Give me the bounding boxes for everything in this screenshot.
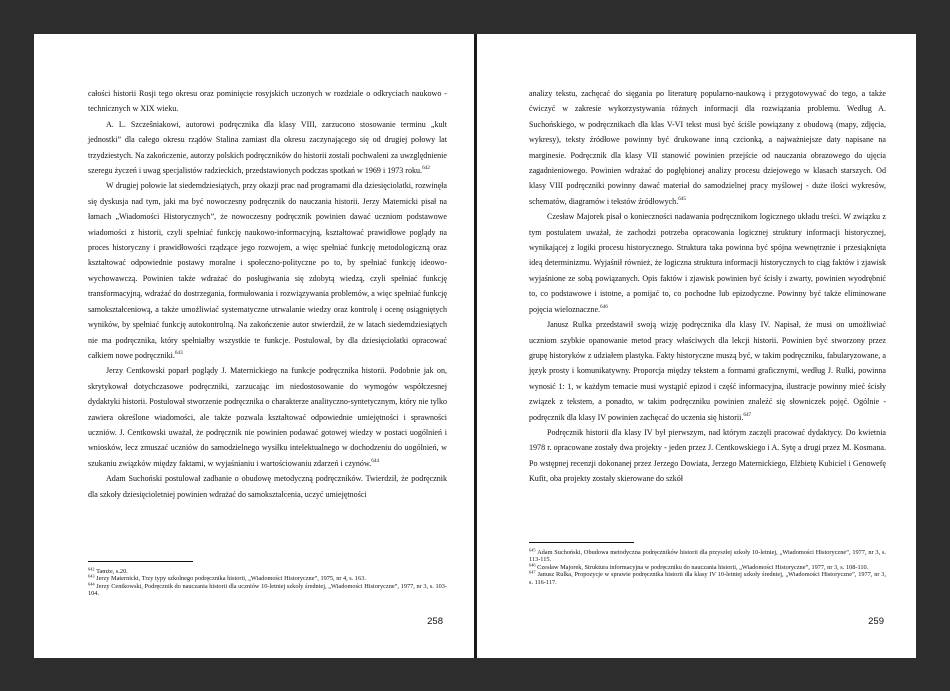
- footnote: $^{643}$ Jerzy Maternicki, Trzy typy szkolnego podręcznika historii, „Wiadomości Historyczne”, 1975, nr 4, s. 163.: [88, 573, 366, 583]
- footnote: $^{644}$ Jerzy Centkowski, Podręcznik do nauczania historii dla uczniów 10-letniej szkoły średniej, „Wiadomości Historyczne”, 1977, nr 3, s. 103-104.: [88, 581, 448, 598]
- paragraph: A. L. Szczeŝniakowi, autorowi podręcznika dla klasy VIII, zarzucono stosowanie terminu „kult jednostki” dla całego okresu rządów Stalina zamiast dla okresu zaczynającego się od drugiej połowy lat trzydziestych. Na zakończenie, autorzy polskich podręczników do historii zostali pochwaleni za uwzględnienie szeregu życzeń i uwag specjalistów radzieckich, przedstawionych podczas spotkań w 1969 i 1973 roku.$^{642}$: [88, 119, 447, 176]
- paragraph: całości historii Rosji tego okresu oraz pominięcie rosyjskich uczonych w rozdziale o odkryciach naukowo - technicznych w XIX wieku.: [88, 89, 447, 114]
- footnote-ref[interactable]: 646: [600, 303, 608, 310]
- footnote-ref[interactable]: 645: [678, 195, 686, 202]
- footnote-ref[interactable]: 647: [743, 411, 752, 418]
- footnote: $^{647}$ Janusz Rulka, Propozycje w sprawie podręcznika historii dla klasy IV 10-letniej szkoły średniej, „Wiadomości Historyczne”, 1977, nr 3, s. 116-117.: [529, 569, 887, 586]
- paragraph: W drugiej połowie lat siedemdziesiątych, przy okazji prac nad programami dla dziesięciolatki, rozwinęła się dyskusja nad tym, jaki ma być nowoczesny podręcznik do nauczania historii. Jerzy Maternicki pisał na łamach „Wiadomości Historycznych”, że nowoczesny podręcznik powinien dawać uczniom podstawowe wiadomości z historii, czyli spełniać funkcję naukowo-informacyjną, kształtować prawidłowe poglądy na proces historyczny i prawidłowości rządzące jego rozwojem, a więc spełniać funkcję metodologiczną oraz kształtować odpowiednie postawy moralne i społeczno-polityczne po to, by spełniać funkcję ideowo-wychowawczą. Powinien także wdrażać do posługiwania się zdobytą wiedzą, czyli spełniać funkcję transformacyjną, wdrażać do dostrzegania, formułowania i rozwiązywania problemów, a więc spełniać funkcję samokształceniową, a także umożliwiać systematyczne utrwalanie wiedzy oraz kontrolę i ocenę osiągniętych wyników, by spełniać funkcję autokontrolną. Na zakończenie autor stwierdził, że w latach siedemdziesiątych nie ma podręcznika, który spełniałby wszystkie te funkcje. Postulował, by dla dziesięciolatki opracować całkiem nowe podręczniki.$^{643}$: [88, 181, 447, 360]
- paragraph: Jerzy Centkowski poparł poglądy J. Maternickiego na funkcje podręcznika historii. Podobnie jak on, skrytykował dotychczasowe podręczniki, zarzucając im niedostosowanie do wymogów współczesnej dydaktyki historii. Postulował stworzenie podręcznika o charakterze analityczno-syntetycznym, który nie tylko zawiera określone wiadomości, ale także pozwala kształtować odpowiednie umiejętności i sprawności uczniów. J. Centkowski uważał, że podręcznik nie powinien podawać gotowej wiedzy w postaci uogólnień i wniosków, lecz zmuszać uczniów do samodzielnego wysiłku intelektualnego w dochodzeniu do uogólnień, w szukaniu związków między faktami, w wyjaśnianiu i wartościowaniu zdarzeń i czynów.$^{644}$: [88, 366, 447, 468]
- paragraph: analizy tekstu, zachęcać do sięgania po literaturę popularno-naukową i przygotowywać do tego, a także ćwiczyć w zakresie wykorzystywania różnych informacji dla rozwiązania problemu. Według A. Suchońskiego, w podręcznikach dla klas V-VI tekst musi być ściśle powiązany z obudową (mapy, zdjęcia, wykresy), teksty źródłowe powinny być drukowane inną czcionką, a najważniejsze daty napisane na marginesie. Podręcznik dla klasy VII stanowić powinien przejście od nauczania obrazowego do ujęcia zagadnieniowego. Powinien wdrażać do pogłębionej analizy procesu dziejowego w klasach starszych. Od klasy VIII podręczniki powinny dawać materiał do samodzielnej pracy myślowej - duże ilości wykresów, schematów, diagramów i tekstów źródłowych.$^{645}$: [529, 89, 886, 206]
- footnotes: [88, 568, 447, 598]
- footnote-ref[interactable]: 643: [174, 349, 183, 356]
- footnote: $^{646}$ Czesław Majorek, Struktura informacyjna w podręczniku do nauczania historii, „Wiadomości Historyczne”, 1977, nr 3, s. 108-110.: [529, 562, 869, 571]
- footnote-ref[interactable]: 642: [422, 165, 430, 172]
- paragraph: Podręcznik historii dla klasy IV był pierwszym, nad którym zaczęli pracować dydaktycy. Do kwietnia 1978 r. opracowane zostały dwa projekty - jeden przez J. Centkowskiego i A. Sytę a drugi przez M. Kosmana. Po wstępnej recenzji dokonanej przez Jerzego Dowiata, Jerzego Maternickiego, Elżbietę Kubiciel i Genowefę Kufit, oba projekty zostały skierowane do szkół: [529, 427, 886, 484]
- footnote-divider: [529, 542, 634, 543]
- footnote-ref[interactable]: 644: [371, 457, 380, 464]
- footnotes: [529, 549, 886, 586]
- footnote: $^{642}$ Tamże, s.20.: [88, 566, 128, 575]
- page-259: [477, 34, 916, 658]
- page-number: 258: [427, 616, 443, 627]
- footnote-divider: [88, 561, 193, 562]
- paragraph: Adam Suchoński postulował zadbanie o obudowę metodyczną podręczników. Twierdził, że podręcznik dla szkoły dziesięcioletniej powinien wdrażać do samokształcenia, uczyć umiejętności: [88, 474, 447, 499]
- paragraph: Janusz Rulka przedstawił swoją wizję podręcznika dla klasy IV. Napisał, że musi on umożliwiać uczniom szybkie opanowanie metod pracy właściwych dla lekcji historii. Powinien być stworzony przez grupę historyków z udziałem plastyka. Fakty historyczne muszą być, w takim podręczniku, fabularyzowane, a język prosty i komunikatywny. Proporcja między tekstem a formami graficznymi, według J. Rulki, powinna wynosić 1: 1, w każdym temacie musi wystąpić epizod i część informacyjna, ilustracje powinny mieć ścisły związek z tekstem, a ponadto, w takim podręczniku powinien znaleźć się słowniczek pojęć. Ogólnie - podręcznik dla klasy IV powinien zachęcać do uczenia się historii.$^{647}$: [529, 320, 886, 422]
- footnote: $^{645}$ Adam Suchoński, Obudowa metodyczna podręczników historii dla przyszłej szkoły 10-letniej, „Wiadomości Historyczne”, 1977, nr 3, s. 113-115.: [529, 547, 886, 564]
- paragraph: Czesław Majorek pisał o konieczności nadawania podręcznikom logicznego układu treści. W związku z tym postulatem uważał, że zachodzi potrzeba opracowania logicznej struktury informacji historycznej, wynikającej z logiki procesu historycznego. Struktura taka powinna być spójna wewnętrznie i przesiąknięta ideą determinizmu. Wyjaśnił również, że logiczna struktura informacji historycznych to ciąg faktów i zjawisk wyjaśnione ze sobą powiązanych. Opis faktów i zjawisk powinien być ścisły i zwarty, powinien wyodrębnić to, co podstawowe i istotne, a pomijać to, co pochodne lub epizodyczne. Powinny być także eliminowane pojęcia wieloznaczne.$^{646}$: [529, 212, 886, 314]
- body-text: [88, 86, 447, 502]
- body-text: [529, 86, 886, 487]
- page-258: [34, 34, 474, 658]
- page-number: 259: [868, 616, 884, 627]
